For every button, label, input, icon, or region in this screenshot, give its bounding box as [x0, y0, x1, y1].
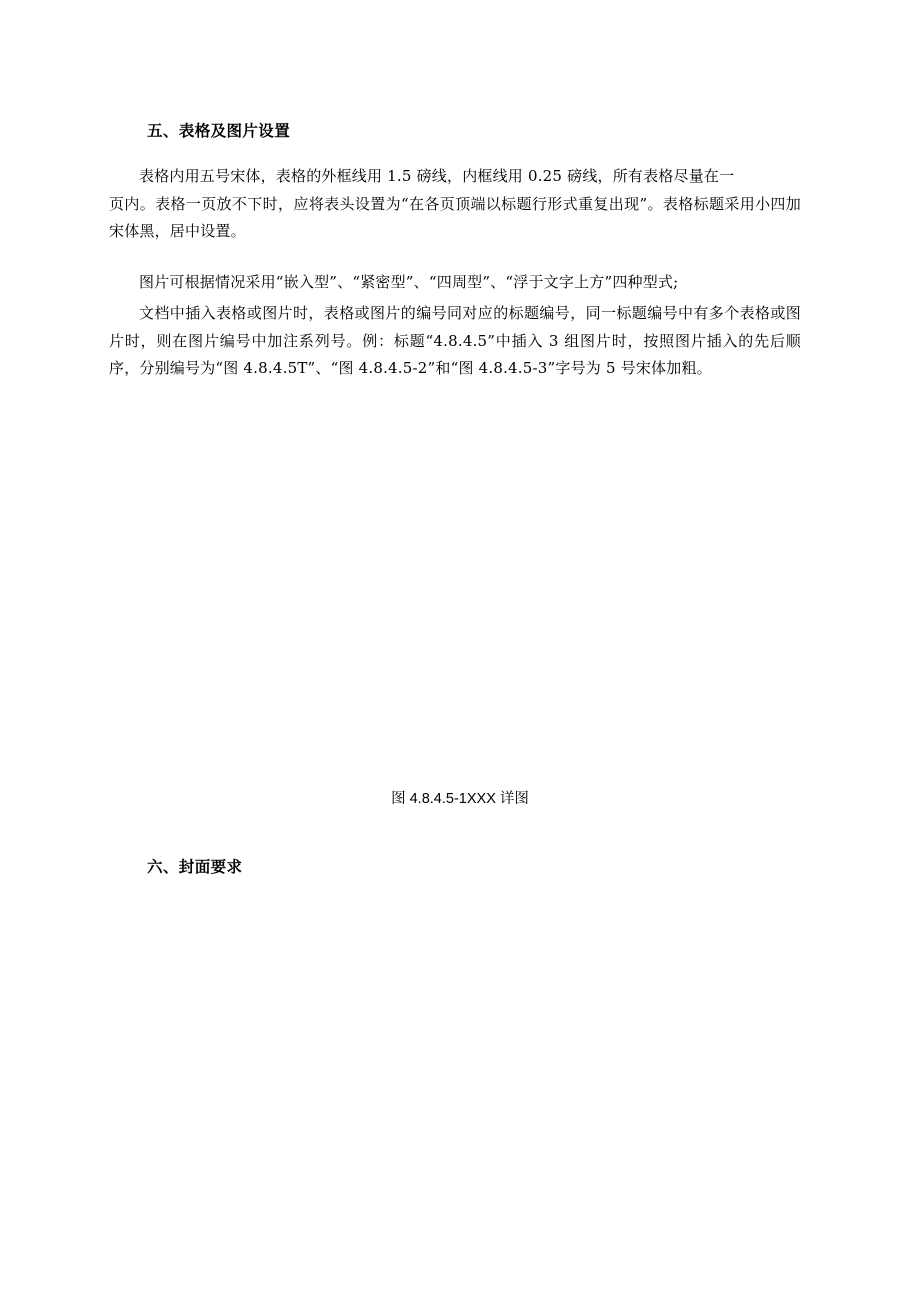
figure-caption: 图 4.8.4.5-1XXX 详图 [391, 791, 529, 807]
paragraph-figure-types: 图片可根据情况采用“嵌入型”、“紧密型”、“四周型”、“浮于文字上方”四种型式; [139, 273, 679, 291]
paragraph-table-format-line1: 表格内用五号宋体，表格的外框线用 1.5 磅线，内框线用 0.25 磅线，所有表格尽量在一 [139, 167, 735, 185]
section-heading-tables-figures: 五、表格及图片设置 [147, 122, 291, 140]
paragraph-table-format [109, 163, 801, 246]
paragraph-numbering-block [109, 300, 801, 383]
paragraph-table-format-rest: 页内。表格一页放不下时，应将表头设置为“在各页顶端以标题行形式重复出现”。表格标题采用小四加宋体黑，居中设置。 [109, 194, 801, 241]
section-heading-cover-requirements: 六、封面要求 [147, 858, 243, 876]
paragraph-figure-types-block [109, 269, 801, 297]
paragraph-numbering: 文档中插入表格或图片时，表格或图片的编号同对应的标题编号，同一标题编号中有多个表格或图片时，则在图片编号中加注系列号。例：标题“4.8.4.5”中插入 3 组图片时，按照图片插入的先后顺序，分别编号为“图 4.8.4.5T”、“图 4.8.4.5-2”和“图 4.8.4.5-3”字号为 5 号宋体加粗。 [109, 304, 801, 378]
